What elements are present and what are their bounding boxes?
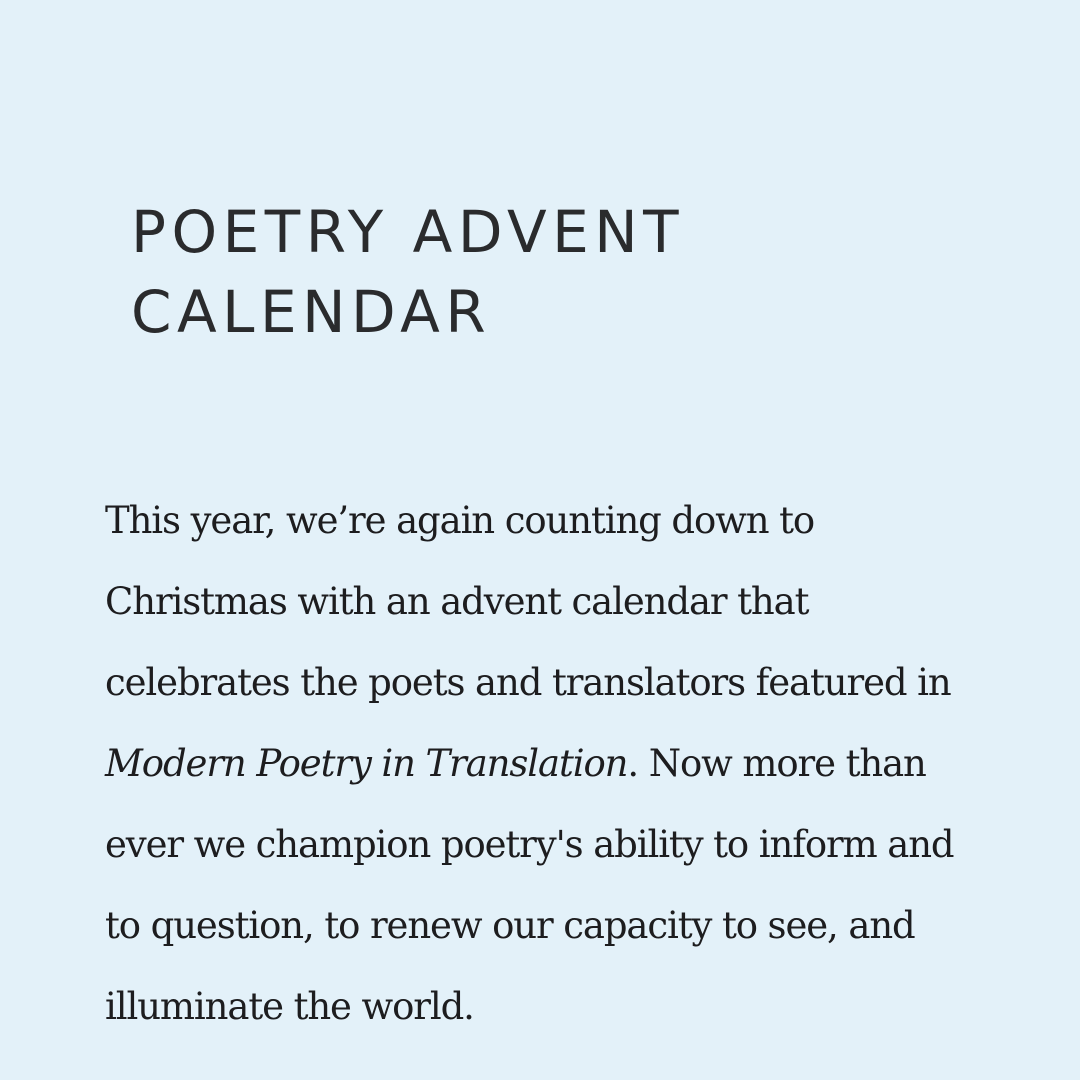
intro-paragraph — [105, 480, 1005, 1047]
paragraph-line-2: Christmas with an advent calendar that — [105, 580, 809, 623]
paragraph-line-3: celebrates the poets and translators featured in — [105, 661, 951, 704]
paragraph-line-4 — [105, 723, 1005, 804]
page-title — [131, 192, 951, 352]
paragraph-line-1: This year, we’re again counting down to — [105, 499, 815, 542]
paragraph-line-5: ever we champion poetry's ability to inform and — [105, 823, 954, 866]
page-title-line-2: CALENDAR — [131, 278, 492, 346]
page-title-line-1: POETRY ADVENT — [131, 198, 685, 266]
publication-title: Modern Poetry in Translation — [105, 742, 628, 785]
paragraph-line-4-rest: . Now more than — [627, 742, 926, 785]
paragraph-line-7: illuminate the world. — [105, 985, 474, 1028]
paragraph-line-6: to question, to renew our capacity to see, and — [105, 904, 915, 947]
